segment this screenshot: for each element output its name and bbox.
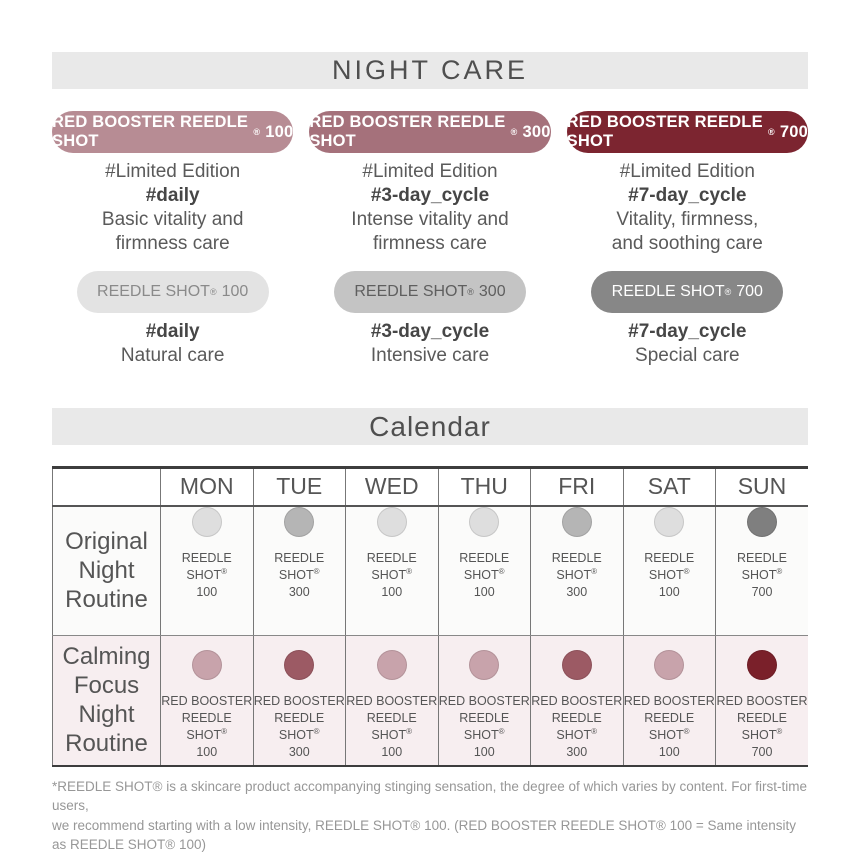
cell-product-number: 100: [473, 584, 495, 599]
base-desc-row: [52, 320, 808, 368]
registered-mark: ®: [591, 726, 598, 736]
base-pill-700: REEDLE SHOT ® 700: [591, 271, 783, 313]
cell-product-number: 700: [751, 745, 773, 759]
product-pill-300: RED BOOSTER REEDLE SHOT ® 300: [309, 111, 550, 153]
routine-dot: [192, 507, 222, 537]
routine-dot: [654, 650, 684, 680]
cell-product-name: REEDLE SHOT®: [459, 711, 510, 742]
original-night-routine-row: [53, 506, 809, 636]
routine-dot: [562, 507, 592, 537]
registered-mark: ®: [591, 566, 598, 576]
product-desc-100: [52, 160, 293, 256]
registered-mark: ®: [683, 726, 690, 736]
cell-product-name: REEDLE SHOT®: [459, 550, 510, 582]
cell-product-number: 100: [381, 584, 403, 599]
tag-cycle: #3-day_cycle: [370, 185, 490, 206]
tag-cycle: #daily: [145, 321, 200, 342]
calendar-cell-sat-original: [623, 506, 716, 636]
cell-product-name: REEDLE SHOT®: [274, 711, 325, 742]
tag-cycle: #7-day_cycle: [628, 185, 747, 206]
cell-product-name: REEDLE SHOT®: [644, 550, 695, 582]
product-desc-row: [52, 160, 808, 256]
tag-cycle: #daily: [145, 185, 200, 206]
calendar-cell-tue-original: [253, 506, 346, 636]
product-desc-700: [567, 160, 808, 256]
cell-product-name: REEDLE SHOT®: [181, 711, 232, 742]
day-header-sun: SUN: [716, 468, 809, 506]
night-care-title: NIGHT CARE: [331, 55, 529, 85]
row-label-line: Focus: [73, 672, 140, 700]
pill-label: RED BOOSTER REEDLE SHOT: [309, 113, 506, 150]
calendar-cell-thu-original: [438, 506, 531, 636]
base-care-label: Intensive care: [370, 345, 490, 366]
pill-number: 100: [265, 122, 294, 141]
routine-dot: [562, 650, 592, 680]
pill-number: 300: [478, 283, 506, 300]
registered-mark: ®: [313, 726, 320, 736]
day-header-row: [53, 468, 809, 506]
product-pill-700: RED BOOSTER REEDLE SHOT ® 700: [567, 111, 808, 153]
routine-dot: [284, 650, 314, 680]
product-pill-row: [52, 111, 808, 153]
cell-product-name: REEDLE SHOT®: [644, 711, 695, 742]
desc-line-2: and soothing care: [611, 233, 763, 254]
routine-dot: [654, 507, 684, 537]
tag-cycle: #7-day_cycle: [628, 321, 747, 342]
cell-product-number: 100: [196, 745, 218, 759]
pill-number: 300: [522, 122, 551, 141]
pill-number: 700: [779, 122, 808, 141]
base-pill-row: [52, 271, 808, 313]
calendar-cell-fri-original: [531, 506, 624, 636]
desc-line-1: Basic vitality and: [101, 209, 244, 230]
row-label-line: Night: [78, 557, 135, 585]
cell-product-prefix: RED BOOSTER: [716, 694, 808, 708]
cell-product-name: REEDLE SHOT®: [736, 550, 788, 582]
product-desc-300: [309, 160, 550, 256]
registered-mark: ®: [221, 566, 228, 576]
row-label-line: Night: [78, 701, 135, 729]
footnote-line-2: we recommend starting with a low intensity, REEDLE SHOT® 100. (RED BOOSTER REEDLE SHOT® 100 = Same intensity as REEDLE SHOT® 100): [52, 817, 797, 852]
cell-product-name: REEDLE SHOT®: [366, 550, 417, 582]
row-label-line: Calming: [62, 643, 151, 671]
product-pill-100: RED BOOSTER REEDLE SHOT ® 100: [52, 111, 293, 153]
desc-line-1: Intense vitality and: [351, 209, 509, 230]
day-header-thu: THU: [438, 468, 531, 506]
calendar-cell-sun-calming: [716, 636, 809, 766]
base-desc-100: [52, 320, 293, 368]
night-care-section-header: [52, 52, 808, 89]
cell-product-prefix: RED BOOSTER: [623, 694, 715, 708]
registered-mark: ®: [683, 566, 690, 576]
base-care-label: Natural care: [120, 345, 225, 366]
day-header-tue: TUE: [253, 468, 346, 506]
cell-product-number: 700: [751, 584, 773, 599]
calendar-table: [52, 466, 808, 767]
calendar-cell-tue-calming: [253, 636, 346, 766]
calendar-cell-wed-original: [346, 506, 439, 636]
day-header-wed: WED: [346, 468, 439, 506]
corner-cell: [53, 468, 161, 506]
cell-product-prefix: RED BOOSTER: [438, 694, 530, 708]
row-label-line: Routine: [65, 586, 148, 614]
cell-product-prefix: RED BOOSTER: [161, 694, 253, 708]
base-desc-700: [567, 320, 808, 368]
row-label-line: Original: [65, 528, 148, 556]
calendar-cell-sun-original: [716, 506, 809, 636]
routine-dot: [284, 507, 314, 537]
footnote: [52, 777, 808, 855]
pill-label: RED BOOSTER REEDLE SHOT: [566, 113, 763, 150]
cell-product-name: REEDLE SHOT®: [551, 550, 602, 582]
pill-label: REEDLE SHOT: [611, 283, 725, 300]
cell-product-number: 300: [566, 584, 588, 599]
cell-product-number: 100: [473, 745, 495, 759]
base-pill-col-700: [567, 271, 808, 313]
pill-number: 700: [736, 283, 763, 300]
row-label-calming-focus-night-routine: [53, 636, 161, 766]
registered-mark: ®: [313, 566, 320, 576]
calendar-cell-sat-calming: [623, 636, 716, 766]
calendar-cell-mon-original: [161, 506, 254, 636]
desc-line-1: Vitality, firmness,: [616, 209, 759, 230]
calendar-title: Calendar: [369, 410, 491, 442]
day-header-fri: FRI: [531, 468, 624, 506]
registered-mark: ®: [406, 726, 413, 736]
desc-line-2: firmness care: [372, 233, 487, 254]
base-pill-col-100: [52, 271, 293, 313]
routine-dot: [192, 650, 222, 680]
footnote-line-1: *REEDLE SHOT® is a skincare product accompanying stinging sensation, the degree of which varies by content. For first-time users,: [52, 778, 808, 813]
calendar-cell-fri-calming: [531, 636, 624, 766]
registered-mark: ®: [221, 726, 228, 736]
row-label-line: Routine: [65, 730, 148, 758]
pill-number: 100: [221, 283, 249, 300]
registered-mark: ®: [498, 726, 505, 736]
cell-product-number: 100: [196, 584, 218, 599]
pill-label: REEDLE SHOT: [97, 283, 210, 300]
tag-limited-edition: #Limited Edition: [619, 161, 755, 182]
tag-cycle: #3-day_cycle: [370, 321, 490, 342]
registered-mark: ®: [776, 726, 783, 736]
calendar-cell-thu-calming: [438, 636, 531, 766]
desc-line-2: firmness care: [115, 233, 230, 254]
routine-dot: [469, 650, 499, 680]
cell-product-prefix: RED BOOSTER: [346, 694, 438, 708]
base-pill-col-300: [309, 271, 550, 313]
cell-product-number: 300: [566, 745, 588, 759]
routine-dot: [747, 507, 777, 537]
calming-focus-night-routine-row: [53, 636, 809, 766]
cell-product-prefix: RED BOOSTER: [531, 694, 623, 708]
cell-product-number: 300: [288, 584, 310, 599]
calendar-cell-wed-calming: [346, 636, 439, 766]
row-label-original-night-routine: [53, 506, 161, 636]
cell-product-number: 100: [658, 584, 680, 599]
cell-product-prefix: RED BOOSTER: [253, 694, 345, 708]
calendar-cell-mon-calming: [161, 636, 254, 766]
day-header-mon: MON: [161, 468, 254, 506]
pill-label: RED BOOSTER REEDLE SHOT: [52, 113, 249, 150]
base-care-label: Special care: [635, 345, 740, 366]
registered-mark: ®: [776, 566, 783, 576]
cell-product-name: REEDLE SHOT®: [274, 550, 325, 582]
cell-product-number: 100: [381, 745, 403, 759]
pill-label: REEDLE SHOT: [354, 283, 468, 300]
calendar-section-header: [52, 408, 808, 445]
tag-limited-edition: #Limited Edition: [105, 161, 241, 182]
base-pill-300: REEDLE SHOT ® 300: [334, 271, 526, 313]
cell-product-name: REEDLE SHOT®: [551, 711, 602, 742]
cell-product-number: 300: [288, 745, 310, 759]
base-desc-300: [309, 320, 550, 368]
routine-dot: [747, 650, 777, 680]
cell-product-name: REEDLE SHOT®: [181, 550, 232, 582]
day-header-sat: SAT: [623, 468, 716, 506]
cell-product-number: 100: [658, 745, 680, 759]
registered-mark: ®: [406, 566, 413, 576]
cell-product-name: REEDLE SHOT®: [736, 711, 788, 742]
registered-mark: ®: [498, 566, 505, 576]
cell-product-name: REEDLE SHOT®: [366, 711, 417, 742]
tag-limited-edition: #Limited Edition: [362, 161, 498, 182]
routine-dot: [377, 507, 407, 537]
routine-dot: [469, 507, 499, 537]
base-pill-100: REEDLE SHOT ® 100: [77, 271, 269, 313]
routine-dot: [377, 650, 407, 680]
